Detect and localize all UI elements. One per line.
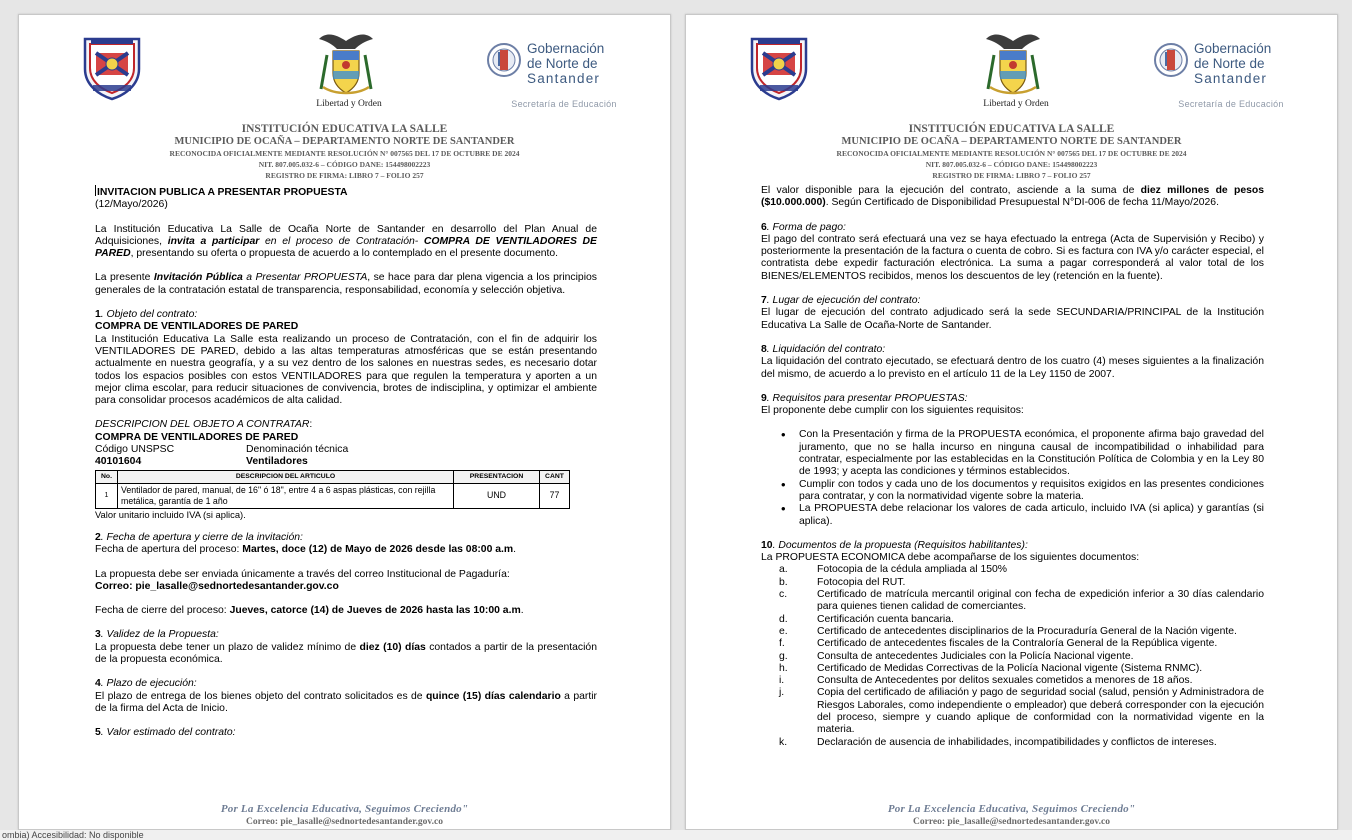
table-row	[96, 483, 570, 508]
status-bar[interactable]: ombia) Accesibilidad: No disponible	[0, 830, 1352, 840]
section-1-text: La Institución Educativa La Salle esta realizando un proceso de Contratación, con el fin de adquirir los VENTILADORES DE PARED, debido a las altas temperaturas atmosféricas que se están presentando actualmente en nuestra geografía, y a su vez dentro de los salones en nuestras sedes, es necesario dotar todos los espacios posibles con estos VENTILADORES para que regulen la temperatura y aporten a un mejor clima escolar, para reducir situaciones de convivencia, brotes de indisciplina, y optimizar el ambiente para consolidar procesos académicos de alta calidad.	[95, 333, 597, 407]
unspsc-code: 40101604	[95, 456, 142, 468]
section-7-text: El lugar de ejecución del contrato adjudicado será la sede SECUNDARIA/PRINCIPAL de la Institución Educativa La Salle de Ocaña-Norte de Santander.	[761, 307, 1264, 331]
gov-title-line-2: de Norte de	[1194, 56, 1265, 71]
gobernacion-logo-icon	[1154, 33, 1294, 103]
institution-location: MUNICIPIO DE OCAÑA – DEPARTAMENTO NORTE DE SANTANDER	[174, 136, 515, 147]
list-item: f. Certificado de antecedentes fiscales de la Contraloría General de la República vigente.	[779, 638, 1218, 650]
section-10-text: La PROPUESTA ECONOMICA debe acompañarse de los siguientes documentos:	[761, 552, 1140, 564]
list-item: j. Copia del certificado de afiliación y pago de seguridad social (salud, pensión y Administradora de Riesgos Laborales, como independiente o empleador) que deberá corresponder con la ejecución del proceso, siempre y cuando aplique de conformidad con la normatividad vigente en la materia.	[779, 687, 1264, 736]
list-item: i. Consulta de Antecedentes por delitos sexuales cometidos a menores de 18 años.	[779, 675, 1193, 687]
description-title: DESCRIPCION DEL OBJETO A CONTRATAR:	[95, 419, 313, 431]
items-table	[95, 470, 570, 509]
items-table-header	[96, 470, 570, 483]
cell-no: 1	[96, 483, 118, 508]
page-footer	[686, 803, 1337, 827]
gov-subtitle: Secretaría de Educación	[1178, 99, 1284, 109]
institution-header	[49, 123, 640, 181]
list-item: g. Consulta de antecedentes Judiciales con la Policía Nacional vigente.	[779, 650, 1134, 662]
section-4-title: 4. Plazo de ejecución:	[95, 678, 197, 690]
list-item: d. Certificación cuenta bancaria.	[779, 613, 954, 625]
section-2-title: 2. Fecha de apertura y cierre de la invitación:	[95, 531, 303, 543]
col-quantity: CANT	[540, 470, 570, 483]
section-1-subject: COMPRA DE VENTILADORES DE PARED	[95, 321, 299, 333]
purpose-paragraph: La presente Invitación Pública a Presentar PROPUESTA, se hace para dar plena vigencia a los principios generales de la contratación estatal de transparencia, responsabilidad, economía y selección objetiva.	[95, 272, 597, 296]
institution-resolution: RECONOCIDA OFICIALMENTE MEDIANTE RESOLUCIÓN N° 007565 DEL 17 DE OCTUBRE DE 2024	[836, 149, 1187, 158]
section-4-text: El plazo de entrega de los bienes objeto del contrato solicitados es de quince (15) días calendario a partir de la firma del Acta de Inicio.	[95, 690, 598, 714]
school-crest-icon	[81, 35, 143, 101]
submission-email[interactable]: Correo: pie_lasalle@sednortedesantander.gov.co	[95, 580, 339, 592]
denomination-label: Denominación técnica	[246, 444, 349, 456]
requirements-list	[781, 429, 1264, 527]
letterhead	[19, 23, 670, 180]
table-note: Valor unitario incluido IVA (si aplica).	[95, 508, 246, 520]
list-item: h. Certificado de Medidas Correctivas de la Policía Nacional vigente (Sistema RNMC).	[779, 662, 1203, 674]
col-description: DESCRIPCION DEL ARTICULO	[118, 470, 454, 483]
list-item: • Con la Presentación y firma de la PROPUESTA económica, el proponente afirma bajo gravedad del juramento, que no se halla incurso en ninguna causal de incompatibilidad o inhabilidad para contratar, especialmente por las establecidas en la Constitución Política de Colombia y en la Ley 80 de 1993; y acepta las condiciones y términos establecidos.	[781, 429, 1264, 478]
opening-date: Fecha de apertura del proceso: Martes, doce (12) de Mayo de 2026 desde las 08:00 a.m.	[95, 544, 517, 556]
page-1-body[interactable]	[95, 185, 597, 740]
invitation-title: INVITACION PUBLICA A PRESENTAR PROPUESTA	[97, 187, 348, 198]
invitation-date: (12/Mayo/2026)	[95, 199, 168, 211]
unspsc-label: Código UNSPSC	[95, 444, 175, 456]
cell-presentation: UND	[454, 483, 540, 508]
list-item: k. Declaración de ausencia de inhabilidades, incompatibilidades y conflictos de intereses.	[779, 736, 1217, 748]
section-8-text: La liquidación del contrato ejecutado, se efectuará dentro de los cuatro (4) meses siguientes a la finalización del mismo, de acuerdo a lo previsto en el artículo 11 de la Ley 1150 de 2007.	[761, 356, 1264, 380]
institution-registro: REGISTRO DE FIRMA: LIBRO 7 – FOLIO 257	[932, 171, 1091, 180]
section-1-title: 1. Objeto del contrato:	[95, 309, 198, 321]
section-3-text: La propuesta debe tener un plazo de validez mínimo de diez (10) días contados a partir de la presentación de la propuesta económica.	[95, 641, 597, 666]
institution-location: MUNICIPIO DE OCAÑA – DEPARTAMENTO NORTE DE SANTANDER	[841, 136, 1182, 147]
coat-motto: Libertad y Orden	[316, 99, 382, 109]
list-item: c. Certificado de matrícula mercantil original con fecha de expedición inferior a 30 días calendario para quienes tienen calidad de comerciantes.	[779, 589, 1264, 613]
description-subject: COMPRA DE VENTILADORES DE PARED	[95, 431, 299, 443]
gobernacion-logo-icon	[487, 33, 627, 103]
institution-name: INSTITUCIÓN EDUCATIVA LA SALLE	[241, 123, 448, 135]
closing-date: Fecha de cierre del proceso: Jueves, catorce (14) de Jueves de 2026 hasta las 10:00 a.m.	[95, 605, 524, 617]
school-crest-icon	[748, 35, 810, 101]
institution-header	[716, 123, 1307, 181]
section-10-title: 10. Documentos de la propuesta (Requisitos habilitantes):	[761, 539, 1028, 551]
footer-slogan: Por La Excelencia Educativa, Seguimos Creciendo"	[887, 803, 1136, 815]
unspsc-values	[95, 456, 597, 468]
list-item: b. Fotocopia del RUT.	[779, 576, 906, 588]
list-item: • Cumplir con todos y cada uno de los documentos y requisitos exigidos en las presentes condiciones para contratar, y con la normatividad vigente sobre la materia.	[781, 479, 1264, 504]
coat-motto: Libertad y Orden	[983, 99, 1049, 109]
cell-description: Ventilador de pared, manual, de 16" ó 18", entre 4 a 6 aspas plásticas, con rejilla metálica, garantía de 1 año	[118, 483, 454, 508]
institution-name: INSTITUCIÓN EDUCATIVA LA SALLE	[908, 123, 1115, 135]
gov-title-line-3: Santander	[1194, 71, 1268, 86]
gov-title-line-1: Gobernación	[527, 41, 605, 56]
footer-email: Correo: pie_lasalle@sednortedesantander.gov.co	[246, 817, 443, 827]
footer-email: Correo: pie_lasalle@sednortedesantander.gov.co	[913, 817, 1110, 827]
document-page-2[interactable]	[685, 14, 1338, 830]
section-5-title: 5. Valor estimado del contrato:	[95, 727, 236, 739]
section-6-title: 6. Forma de pago:	[761, 221, 846, 233]
institution-nit: NIT. 807.005.032-6 – CÓDIGO DANE: 154498002223	[258, 160, 431, 169]
footer-slogan: Por La Excelencia Educativa, Seguimos Creciendo"	[220, 803, 469, 815]
colombia-coat-of-arms-icon	[980, 29, 1046, 97]
unspsc-labels	[95, 444, 597, 456]
gov-title-line-2: de Norte de	[527, 56, 598, 71]
gov-title-line-1: Gobernación	[1194, 41, 1272, 56]
list-item: a. Fotocopia de la cédula ampliada al 150%	[779, 564, 1008, 576]
cell-quantity: 77	[540, 483, 570, 508]
col-presentation: PRESENTACION	[454, 470, 540, 483]
institution-nit: NIT. 807.005.032-6 – CÓDIGO DANE: 154498002223	[925, 160, 1098, 169]
colombia-coat-of-arms-icon	[313, 29, 379, 97]
institution-resolution: RECONOCIDA OFICIALMENTE MEDIANTE RESOLUCIÓN N° 007565 DEL 17 DE OCTUBRE DE 2024	[169, 149, 520, 158]
denomination-value: Ventiladores	[246, 456, 308, 468]
col-no: No.	[96, 470, 118, 483]
letterhead	[686, 23, 1337, 180]
section-9-title: 9. Requisitos para presentar PROPUESTAS:	[761, 392, 968, 404]
institution-registro: REGISTRO DE FIRMA: LIBRO 7 – FOLIO 257	[265, 171, 424, 180]
document-page-1[interactable]	[18, 14, 671, 830]
list-item: e. Certificado de antecedentes disciplinarios de la Procuraduría General de la Nación vigente.	[779, 625, 1237, 637]
gov-title-line-3: Santander	[527, 71, 601, 86]
section-7-title: 7. Lugar de ejecución del contrato:	[761, 295, 921, 307]
section-9-text: El proponente debe cumplir con los siguientes requisitos:	[761, 405, 1024, 417]
mail-instructions: La propuesta debe ser enviada únicamente a través del correo Institucional de Pagaduría:	[95, 568, 510, 580]
section-6-text: El pago del contrato será efectuará una vez se haya efectuado la entrega (Acta de Supervisión y Recibo) y posteriormente la presentación de la factura o cuenta de cobro. Si es factura con IVA y/o carácter especial, el contratista debe expedir facturación electrónica. La suma a pagar corresponderá al valor total de los BIENES/ELEMENTOS recibidos, menos los descuentos de ley (retención en la fuente).	[761, 233, 1264, 282]
intro-paragraph: La Institución Educativa La Salle de Ocaña Norte de Santander en desarrollo del Plan Anual de Adquisiciones, invita a participar en el proceso de Contratación- COMPRA DE VENTILADORES DE PARED, presentando su oferta o propuesta de acuerdo a lo contemplado en el presente documento.	[95, 223, 597, 260]
page-footer	[19, 803, 670, 827]
section-8-title: 8. Liquidación del contrato:	[761, 343, 886, 355]
gov-subtitle: Secretaría de Educación	[511, 99, 617, 109]
contract-value: El valor disponible para la ejecución del contrato, asciende a la suma de diez millones de pesos ($10.000.000). Según Certificado de Disponibilidad Presupuestal N°DI-006 de fecha 11/Mayo/2026.	[761, 185, 1264, 209]
page-2-body[interactable]	[761, 185, 1264, 749]
list-item: • La PROPUESTA debe relacionar los valores de cada articulo, incluido IVA (si aplica) y garantías (si aplica).	[781, 503, 1264, 528]
documents-list	[779, 564, 1264, 748]
section-3-title: 3. Validez de la Propuesta:	[95, 629, 219, 641]
